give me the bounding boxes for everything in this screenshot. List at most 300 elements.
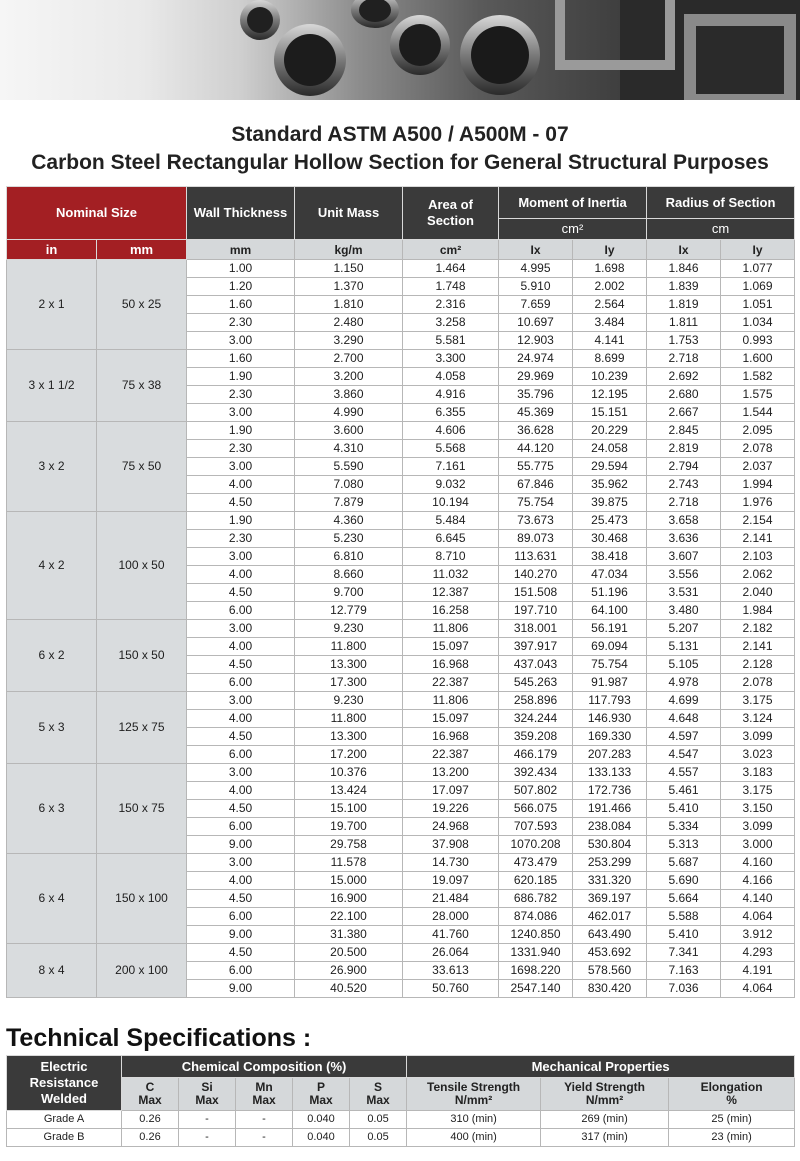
- moi-ix-cell: 392.434: [499, 764, 573, 782]
- chem-col-header: [350, 1078, 407, 1111]
- moi-iy-cell: 1.698: [573, 260, 647, 278]
- nominal-size-in: 3 x 1 1/2: [7, 350, 97, 422]
- ros-iy-cell: 2.078: [721, 674, 795, 692]
- moi-ix-cell: 437.043: [499, 656, 573, 674]
- nominal-size-mm: 150 x 75: [97, 764, 187, 854]
- property-name: Yield Strength: [564, 1080, 646, 1094]
- ros-iy-cell: 3.023: [721, 746, 795, 764]
- wall-thickness-cell: 1.60: [187, 296, 295, 314]
- unit-mass-cell: 13.300: [295, 656, 403, 674]
- moi-ix-cell: 4.995: [499, 260, 573, 278]
- ros-ix-cell: 2.680: [647, 386, 721, 404]
- chem-col-header: [179, 1078, 236, 1111]
- area-cell: 19.226: [403, 800, 499, 818]
- spec-value-cell: 310 (min): [407, 1111, 541, 1129]
- wall-thickness-cell: 4.00: [187, 710, 295, 728]
- ros-iy-cell: 4.293: [721, 944, 795, 962]
- technical-specifications-table: [6, 1055, 795, 1147]
- unit-mass-cell: 9.230: [295, 620, 403, 638]
- moi-iy-cell: 169.330: [573, 728, 647, 746]
- moi-ix-cell: 620.185: [499, 872, 573, 890]
- ros-iy-cell: 1.575: [721, 386, 795, 404]
- unit-mass-cell: 3.860: [295, 386, 403, 404]
- moi-ix-cell: 44.120: [499, 440, 573, 458]
- table-row: [7, 764, 795, 782]
- ros-iy-cell: 3.183: [721, 764, 795, 782]
- area-cell: 9.032: [403, 476, 499, 494]
- nominal-size-in: 6 x 3: [7, 764, 97, 854]
- ros-ix-cell: 4.557: [647, 764, 721, 782]
- nominal-size-in: 6 x 4: [7, 854, 97, 944]
- wall-thickness-cell: 3.00: [187, 854, 295, 872]
- area-cell: 8.710: [403, 548, 499, 566]
- moi-ix-cell: 113.631: [499, 548, 573, 566]
- wall-thickness-cell: 4.00: [187, 872, 295, 890]
- wall-thickness-cell: 6.00: [187, 818, 295, 836]
- ros-ix-cell: 2.718: [647, 350, 721, 368]
- dimensions-table: [6, 186, 795, 998]
- wall-thickness-cell: 1.90: [187, 422, 295, 440]
- moi-ix-cell: 473.479: [499, 854, 573, 872]
- wall-thickness-cell: 6.00: [187, 746, 295, 764]
- moi-ix-cell: 29.969: [499, 368, 573, 386]
- wall-thickness-cell: 2.30: [187, 386, 295, 404]
- moi-iy-cell: 30.468: [573, 530, 647, 548]
- unit-moi-ix: Ix: [499, 240, 573, 260]
- nominal-size-mm: 200 x 100: [97, 944, 187, 998]
- ros-iy-cell: 3.175: [721, 782, 795, 800]
- wall-thickness-cell: 3.00: [187, 332, 295, 350]
- area-cell: 22.387: [403, 746, 499, 764]
- moi-ix-cell: 197.710: [499, 602, 573, 620]
- area-cell: 24.968: [403, 818, 499, 836]
- ros-iy-cell: 3.099: [721, 728, 795, 746]
- nominal-size-mm: 75 x 50: [97, 422, 187, 512]
- table-row: [7, 944, 795, 962]
- ros-ix-cell: 7.163: [647, 962, 721, 980]
- ros-iy-cell: 3.000: [721, 836, 795, 854]
- moi-ix-cell: 359.208: [499, 728, 573, 746]
- unit-mass-cell: 31.380: [295, 926, 403, 944]
- ros-iy-cell: 2.182: [721, 620, 795, 638]
- moi-iy-cell: 56.191: [573, 620, 647, 638]
- moi-ix-cell: 45.369: [499, 404, 573, 422]
- spec-value-cell: 0.05: [350, 1129, 407, 1147]
- area-cell: 1.464: [403, 260, 499, 278]
- area-cell: 16.968: [403, 728, 499, 746]
- ros-ix-cell: 5.687: [647, 854, 721, 872]
- unit-mass-cell: 5.230: [295, 530, 403, 548]
- unit-mass-cell: 4.360: [295, 512, 403, 530]
- ros-iy-cell: 2.040: [721, 584, 795, 602]
- ros-iy-cell: 2.141: [721, 530, 795, 548]
- moi-iy-cell: 462.017: [573, 908, 647, 926]
- ros-iy-cell: 2.154: [721, 512, 795, 530]
- moi-ix-cell: 1698.220: [499, 962, 573, 980]
- moi-ix-cell: 12.903: [499, 332, 573, 350]
- moi-ix-cell: 140.270: [499, 566, 573, 584]
- unit-mass-cell: 26.900: [295, 962, 403, 980]
- ros-iy-cell: 4.191: [721, 962, 795, 980]
- area-cell: 28.000: [403, 908, 499, 926]
- wall-thickness-cell: 4.50: [187, 656, 295, 674]
- unit-mass-cell: 1.370: [295, 278, 403, 296]
- element-symbol: Mn: [255, 1080, 273, 1094]
- wall-thickness-cell: 9.00: [187, 926, 295, 944]
- area-cell: 6.355: [403, 404, 499, 422]
- wall-thickness-cell: 3.00: [187, 458, 295, 476]
- moment-of-inertia-header: Moment of Inertia: [499, 187, 647, 219]
- area-cell: 41.760: [403, 926, 499, 944]
- ros-ix-cell: 4.547: [647, 746, 721, 764]
- moi-iy-cell: 38.418: [573, 548, 647, 566]
- moi-ix-cell: 7.659: [499, 296, 573, 314]
- nominal-size-mm: 100 x 50: [97, 512, 187, 620]
- wall-thickness-cell: 2.30: [187, 314, 295, 332]
- unit-mass-cell: 15.000: [295, 872, 403, 890]
- moi-iy-cell: 29.594: [573, 458, 647, 476]
- erw-header: Electric Resistance Welded: [7, 1056, 122, 1111]
- limit-label: Max: [195, 1093, 219, 1107]
- ros-iy-cell: 1.051: [721, 296, 795, 314]
- moi-ix-cell: 89.073: [499, 530, 573, 548]
- ros-iy-cell: 3.912: [721, 926, 795, 944]
- ros-iy-cell: 3.150: [721, 800, 795, 818]
- moi-ix-cell: 55.775: [499, 458, 573, 476]
- property-unit: N/mm²: [585, 1093, 624, 1107]
- moi-ix-cell: 874.086: [499, 908, 573, 926]
- nominal-size-header: Nominal Size: [7, 187, 187, 240]
- area-cell: 3.300: [403, 350, 499, 368]
- moi-ix-cell: 1240.850: [499, 926, 573, 944]
- unit-mass-cell: 9.700: [295, 584, 403, 602]
- moi-ix-cell: 397.917: [499, 638, 573, 656]
- wall-thickness-cell: 4.00: [187, 566, 295, 584]
- ros-ix-cell: 7.341: [647, 944, 721, 962]
- ros-ix-cell: 5.410: [647, 800, 721, 818]
- ros-iy-cell: 0.993: [721, 332, 795, 350]
- area-cell: 1.748: [403, 278, 499, 296]
- ros-iy-cell: 2.078: [721, 440, 795, 458]
- moi-iy-cell: 8.699: [573, 350, 647, 368]
- moi-ix-cell: 466.179: [499, 746, 573, 764]
- unit-mass-cell: 11.578: [295, 854, 403, 872]
- wall-thickness-cell: 1.00: [187, 260, 295, 278]
- moi-iy-cell: 191.466: [573, 800, 647, 818]
- moi-iy-cell: 20.229: [573, 422, 647, 440]
- unit-mass-cell: 11.800: [295, 710, 403, 728]
- ros-iy-cell: 1.994: [721, 476, 795, 494]
- unit-mass-cell: 29.758: [295, 836, 403, 854]
- spec-value-cell: 25 (min): [669, 1111, 795, 1129]
- ros-ix-cell: 3.556: [647, 566, 721, 584]
- spec-value-cell: 400 (min): [407, 1129, 541, 1147]
- unit-mass-cell: 19.700: [295, 818, 403, 836]
- moi-iy-cell: 15.151: [573, 404, 647, 422]
- area-cell: 11.806: [403, 692, 499, 710]
- moi-ix-cell: 5.910: [499, 278, 573, 296]
- moi-ix-cell: 67.846: [499, 476, 573, 494]
- unit-mass-cell: 16.900: [295, 890, 403, 908]
- grade-cell: Grade B: [7, 1129, 122, 1147]
- radius-of-section-header: Radius of Section: [647, 187, 795, 219]
- spec-value-cell: 23 (min): [669, 1129, 795, 1147]
- moi-iy-cell: 578.560: [573, 962, 647, 980]
- unit-mass-cell: 1.150: [295, 260, 403, 278]
- ros-ix-cell: 7.036: [647, 980, 721, 998]
- ros-ix-cell: 3.636: [647, 530, 721, 548]
- area-cell: 17.097: [403, 782, 499, 800]
- moi-iy-cell: 369.197: [573, 890, 647, 908]
- nominal-size-in: 6 x 2: [7, 620, 97, 692]
- unit-mass-cell: 7.080: [295, 476, 403, 494]
- wall-thickness-cell: 4.50: [187, 584, 295, 602]
- moi-ix-cell: 1070.208: [499, 836, 573, 854]
- unit-mass-cell: 22.100: [295, 908, 403, 926]
- nominal-size-mm: 150 x 50: [97, 620, 187, 692]
- area-cell: 11.806: [403, 620, 499, 638]
- ros-ix-cell: 3.658: [647, 512, 721, 530]
- moi-iy-cell: 530.804: [573, 836, 647, 854]
- moi-ix-cell: 10.697: [499, 314, 573, 332]
- spec-value-cell: -: [179, 1111, 236, 1129]
- moi-iy-cell: 830.420: [573, 980, 647, 998]
- nominal-size-in: 5 x 3: [7, 692, 97, 764]
- ros-ix-cell: 1.839: [647, 278, 721, 296]
- ros-iy-cell: 2.103: [721, 548, 795, 566]
- grade-cell: Grade A: [7, 1111, 122, 1129]
- ros-iy-cell: 1.069: [721, 278, 795, 296]
- area-cell: 4.916: [403, 386, 499, 404]
- ros-ix-cell: 2.718: [647, 494, 721, 512]
- unit-ros-ix: Ix: [647, 240, 721, 260]
- limit-label: Max: [309, 1093, 333, 1107]
- mech-col-header: [407, 1078, 541, 1111]
- area-cell: 10.194: [403, 494, 499, 512]
- wall-thickness-cell: 3.00: [187, 692, 295, 710]
- area-cell: 50.760: [403, 980, 499, 998]
- wall-thickness-cell: 4.50: [187, 944, 295, 962]
- unit-mass-cell: 2.480: [295, 314, 403, 332]
- element-symbol: S: [374, 1080, 383, 1094]
- unit-mass-cell: 13.300: [295, 728, 403, 746]
- table-row: [7, 620, 795, 638]
- ros-ix-cell: 5.207: [647, 620, 721, 638]
- nominal-size-mm: 150 x 100: [97, 854, 187, 944]
- moi-ix-cell: 324.244: [499, 710, 573, 728]
- moi-iy-cell: 2.564: [573, 296, 647, 314]
- unit-mass-header: Unit Mass: [295, 187, 403, 240]
- spec-value-cell: 0.26: [122, 1129, 179, 1147]
- element-symbol: Si: [201, 1080, 213, 1094]
- ros-iy-cell: 1.034: [721, 314, 795, 332]
- unit-mass-cell: 9.230: [295, 692, 403, 710]
- wall-thickness-cell: 3.00: [187, 764, 295, 782]
- ros-ix-cell: 2.794: [647, 458, 721, 476]
- moi-iy-cell: 39.875: [573, 494, 647, 512]
- moi-iy-cell: 47.034: [573, 566, 647, 584]
- unit-mass-cell: 40.520: [295, 980, 403, 998]
- ros-ix-cell: 5.410: [647, 926, 721, 944]
- area-cell: 37.908: [403, 836, 499, 854]
- unit-mass-cell: 4.990: [295, 404, 403, 422]
- ros-ix-cell: 3.480: [647, 602, 721, 620]
- mech-col-header: [541, 1078, 669, 1111]
- moi-ix-cell: 151.508: [499, 584, 573, 602]
- ros-ix-cell: 4.978: [647, 674, 721, 692]
- element-symbol: C: [145, 1080, 155, 1094]
- area-cell: 21.484: [403, 890, 499, 908]
- unit-mass-cell: 4.310: [295, 440, 403, 458]
- chem-col-header: [122, 1078, 179, 1111]
- area-cell: 15.097: [403, 638, 499, 656]
- wall-thickness-cell: 1.60: [187, 350, 295, 368]
- moment-unit: cm²: [499, 219, 647, 240]
- wall-thickness-cell: 4.00: [187, 782, 295, 800]
- unit-wall-mm: mm: [187, 240, 295, 260]
- area-cell: 15.097: [403, 710, 499, 728]
- area-cell: 13.200: [403, 764, 499, 782]
- unit-mass-cell: 17.200: [295, 746, 403, 764]
- wall-thickness-cell: 9.00: [187, 836, 295, 854]
- area-cell: 22.387: [403, 674, 499, 692]
- area-cell: 33.613: [403, 962, 499, 980]
- moi-iy-cell: 51.196: [573, 584, 647, 602]
- spec-value-cell: 0.05: [350, 1111, 407, 1129]
- area-cell: 19.097: [403, 872, 499, 890]
- moi-ix-cell: 686.782: [499, 890, 573, 908]
- ros-iy-cell: 3.175: [721, 692, 795, 710]
- unit-mass-cell: 5.590: [295, 458, 403, 476]
- moi-iy-cell: 25.473: [573, 512, 647, 530]
- element-symbol: P: [316, 1080, 325, 1094]
- ros-ix-cell: 4.648: [647, 710, 721, 728]
- area-cell: 11.032: [403, 566, 499, 584]
- wall-thickness-cell: 6.00: [187, 962, 295, 980]
- ros-iy-cell: 3.099: [721, 818, 795, 836]
- wall-thickness-cell: 2.30: [187, 530, 295, 548]
- moi-iy-cell: 3.484: [573, 314, 647, 332]
- moi-ix-cell: 707.593: [499, 818, 573, 836]
- standard-title: Standard ASTM A500 / A500M - 07: [231, 123, 569, 146]
- moi-iy-cell: 91.987: [573, 674, 647, 692]
- wall-thickness-cell: 6.00: [187, 674, 295, 692]
- unit-mass-cell: 6.810: [295, 548, 403, 566]
- wall-thickness-cell: 4.50: [187, 494, 295, 512]
- wall-thickness-cell: 1.90: [187, 368, 295, 386]
- ros-iy-cell: 1.984: [721, 602, 795, 620]
- nominal-size-in: 2 x 1: [7, 260, 97, 350]
- unit-mass-cell: 1.810: [295, 296, 403, 314]
- chem-col-header: [293, 1078, 350, 1111]
- moi-iy-cell: 238.084: [573, 818, 647, 836]
- ros-iy-cell: 4.140: [721, 890, 795, 908]
- product-title: Carbon Steel Rectangular Hollow Section for General Structural Purposes: [31, 151, 769, 174]
- moi-ix-cell: 545.263: [499, 674, 573, 692]
- unit-mm: mm: [97, 240, 187, 260]
- moi-ix-cell: 318.001: [499, 620, 573, 638]
- chem-col-header: [236, 1078, 293, 1111]
- wall-thickness-cell: 1.90: [187, 512, 295, 530]
- unit-cm2: cm²: [403, 240, 499, 260]
- property-name: Elongation: [700, 1080, 763, 1094]
- unit-mass-cell: 13.424: [295, 782, 403, 800]
- unit-mass-cell: 2.700: [295, 350, 403, 368]
- unit-kg-m: kg/m: [295, 240, 403, 260]
- table-row: [7, 512, 795, 530]
- moi-iy-cell: 453.692: [573, 944, 647, 962]
- unit-mass-cell: 20.500: [295, 944, 403, 962]
- wall-thickness-cell: 4.50: [187, 800, 295, 818]
- ros-iy-cell: 2.141: [721, 638, 795, 656]
- mechanical-properties-header: Mechanical Properties: [407, 1056, 795, 1078]
- moi-iy-cell: 146.930: [573, 710, 647, 728]
- ros-iy-cell: 4.160: [721, 854, 795, 872]
- moi-ix-cell: 35.796: [499, 386, 573, 404]
- ros-ix-cell: 3.607: [647, 548, 721, 566]
- ros-ix-cell: 5.313: [647, 836, 721, 854]
- ros-ix-cell: 5.105: [647, 656, 721, 674]
- moi-iy-cell: 12.195: [573, 386, 647, 404]
- moi-iy-cell: 4.141: [573, 332, 647, 350]
- wall-thickness-cell: 4.50: [187, 728, 295, 746]
- ros-ix-cell: 3.531: [647, 584, 721, 602]
- area-cell: 7.161: [403, 458, 499, 476]
- spec-value-cell: 0.040: [293, 1111, 350, 1129]
- moi-ix-cell: 258.896: [499, 692, 573, 710]
- ros-iy-cell: 2.128: [721, 656, 795, 674]
- moi-iy-cell: 64.100: [573, 602, 647, 620]
- moi-ix-cell: 36.628: [499, 422, 573, 440]
- wall-thickness-cell: 2.30: [187, 440, 295, 458]
- area-cell: 5.484: [403, 512, 499, 530]
- unit-mass-cell: 3.200: [295, 368, 403, 386]
- ros-ix-cell: 5.334: [647, 818, 721, 836]
- property-unit: N/mm²: [454, 1093, 493, 1107]
- moi-ix-cell: 1331.940: [499, 944, 573, 962]
- ros-iy-cell: 2.037: [721, 458, 795, 476]
- moi-iy-cell: 117.793: [573, 692, 647, 710]
- moi-iy-cell: 172.736: [573, 782, 647, 800]
- page-title: [0, 121, 800, 177]
- table-row: [7, 1111, 795, 1129]
- wall-thickness-cell: 9.00: [187, 980, 295, 998]
- unit-ros-iy: Iy: [721, 240, 795, 260]
- wall-thickness-cell: 6.00: [187, 602, 295, 620]
- technical-specifications-title: Technical Specifications :: [6, 1024, 312, 1052]
- steel-pipes-illustration: [0, 0, 800, 100]
- wall-thickness-cell: 1.20: [187, 278, 295, 296]
- area-of-section-header: Area of Section: [403, 187, 499, 240]
- spec-value-cell: 317 (min): [541, 1129, 669, 1147]
- limit-label: Max: [138, 1093, 162, 1107]
- area-cell: 5.568: [403, 440, 499, 458]
- moi-ix-cell: 73.673: [499, 512, 573, 530]
- ros-ix-cell: 2.743: [647, 476, 721, 494]
- wall-thickness-header: Wall Thickness: [187, 187, 295, 240]
- nominal-size-in: 8 x 4: [7, 944, 97, 998]
- unit-mass-cell: 15.100: [295, 800, 403, 818]
- unit-mass-cell: 3.600: [295, 422, 403, 440]
- table-row: [7, 854, 795, 872]
- nominal-size-mm: 75 x 38: [97, 350, 187, 422]
- spec-value-cell: -: [236, 1129, 293, 1147]
- moi-iy-cell: 331.320: [573, 872, 647, 890]
- ros-iy-cell: 1.544: [721, 404, 795, 422]
- property-unit: %: [726, 1093, 737, 1107]
- radius-unit: cm: [647, 219, 795, 240]
- ros-iy-cell: 3.124: [721, 710, 795, 728]
